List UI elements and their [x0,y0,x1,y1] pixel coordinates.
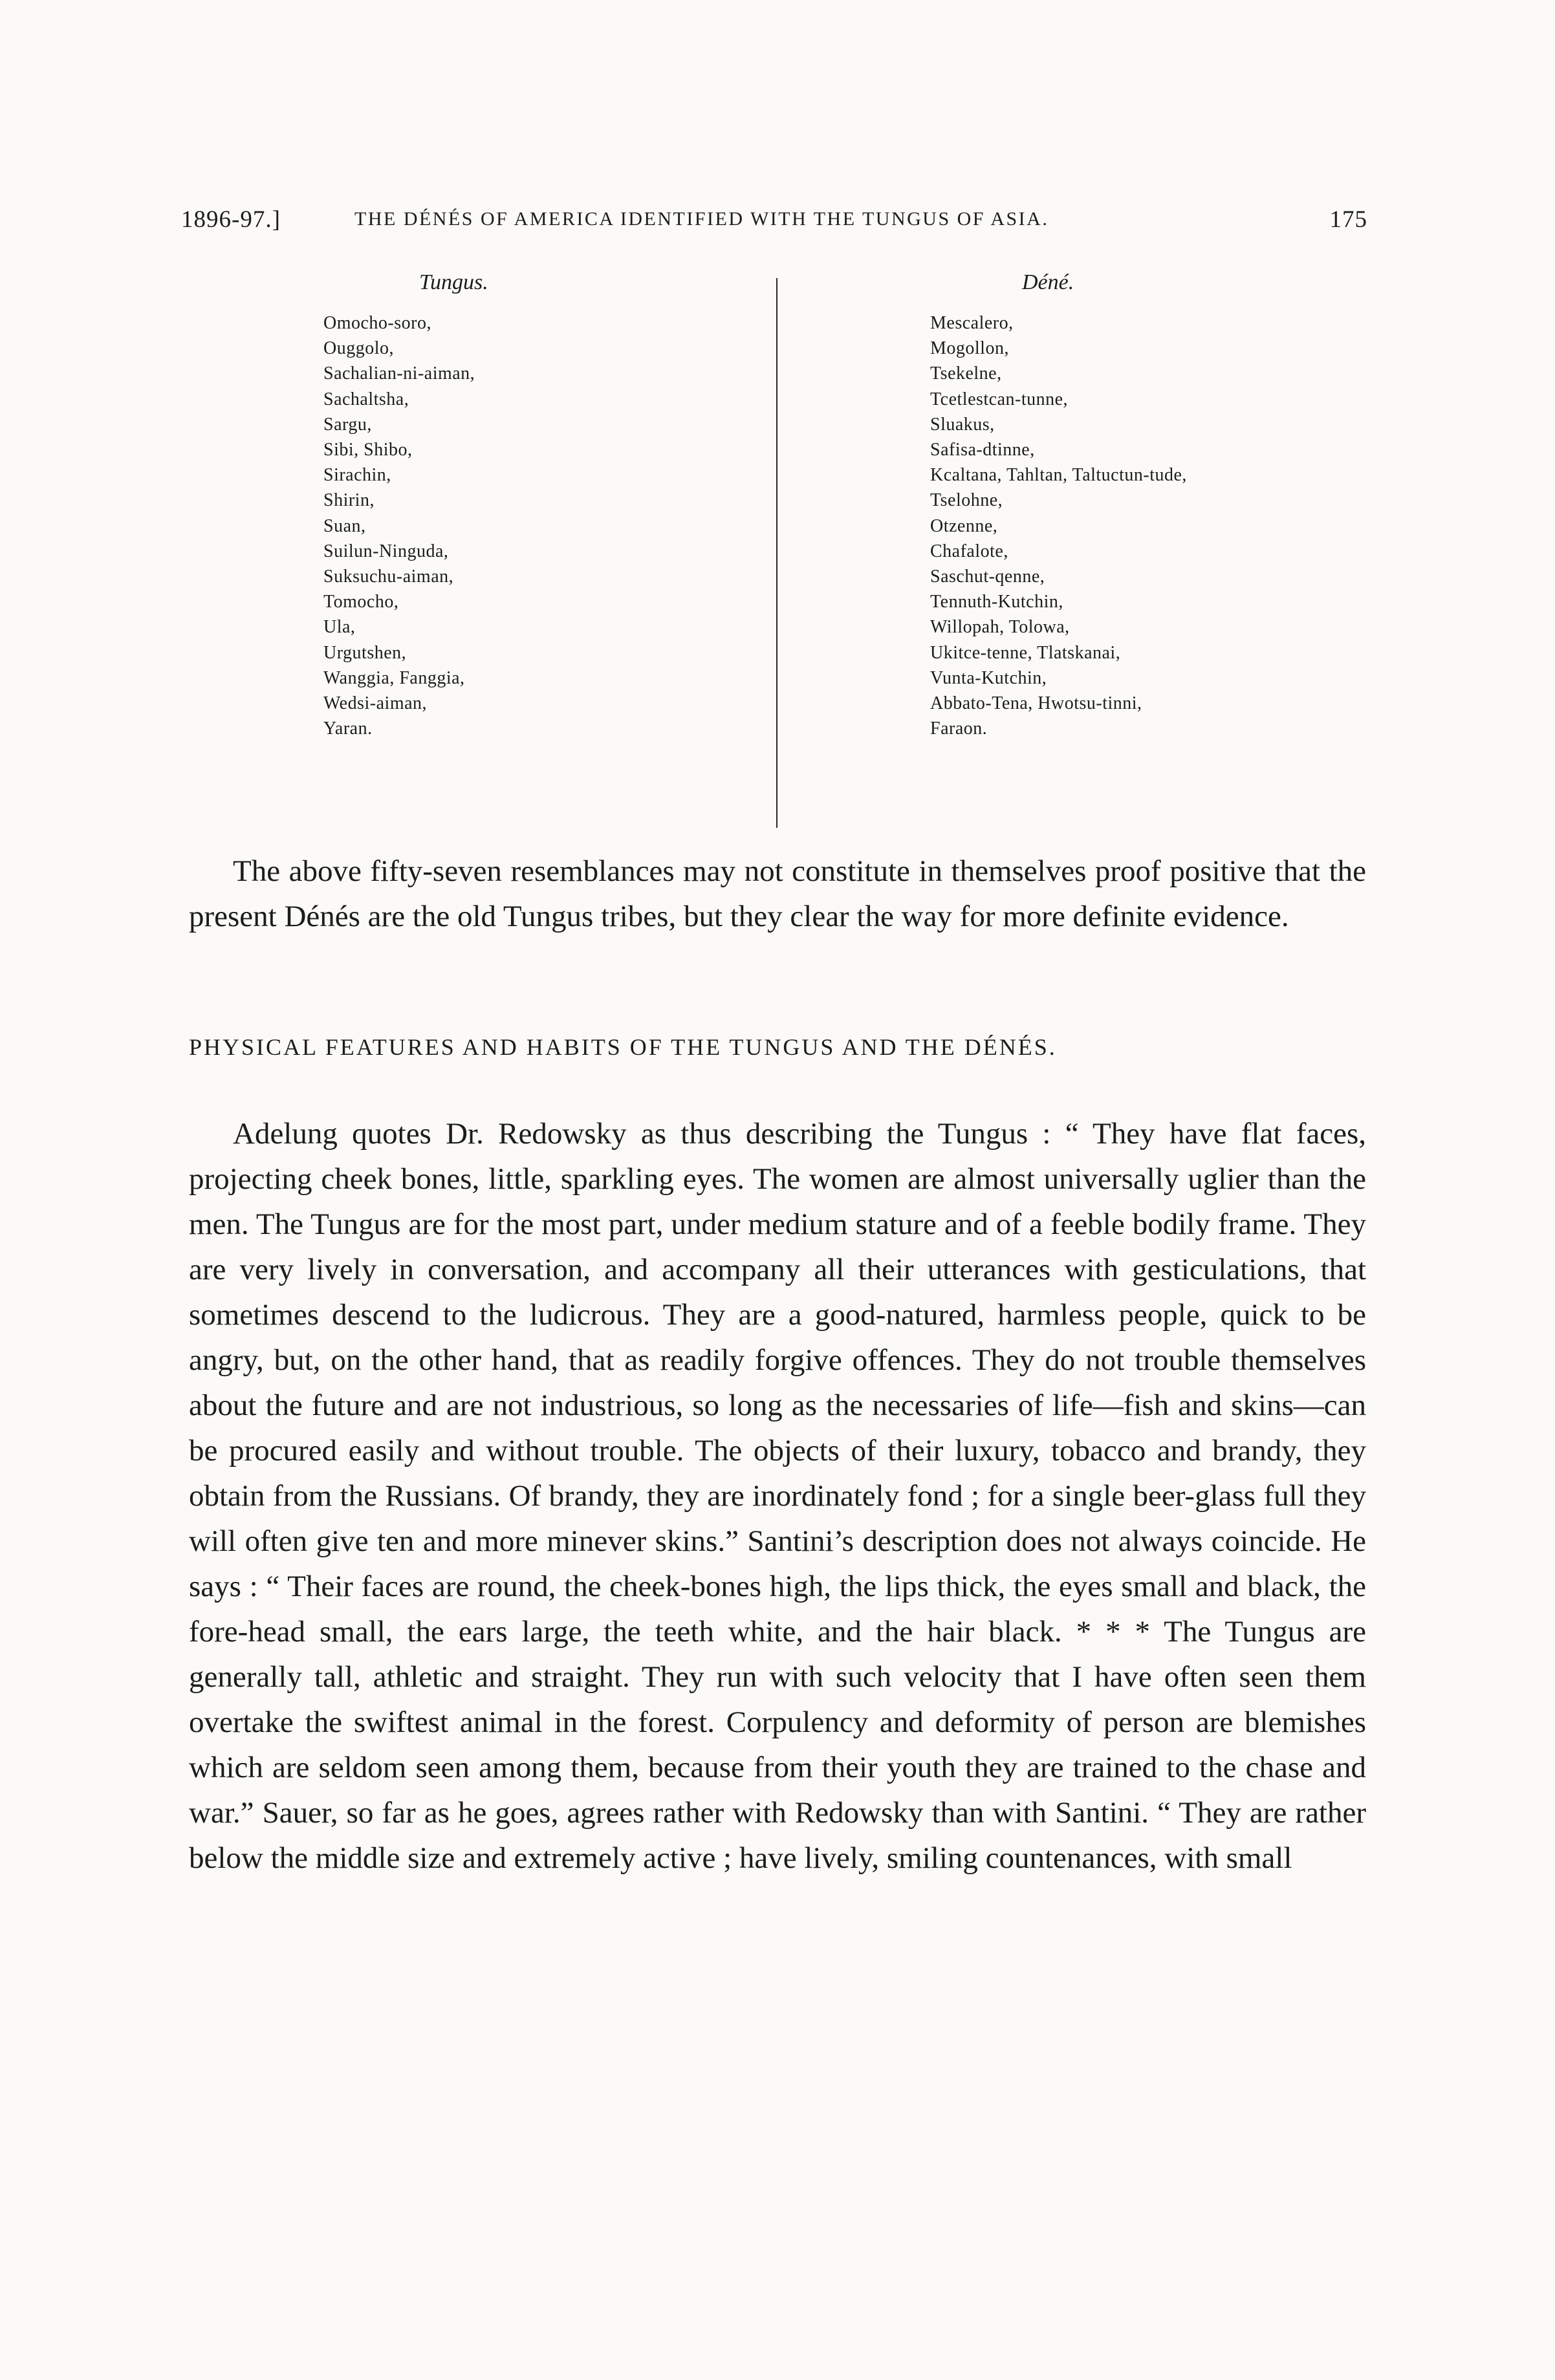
tungus-list-item: Suan, [323,515,366,536]
dene-list-item: Vunta-Kutchin, [930,667,1047,688]
paragraph-text: The above fifty-seven resemblances may not constitute in themselves proof positive that the present Dénés are the old Tungus tribes, but they clear the way for more definite evidence. [189,854,1366,933]
tungus-list-item: Sargu, [323,414,372,435]
dene-list-item: Willopah, Tolowa, [930,617,1070,638]
dene-list-item: Tsekelne, [930,363,1002,384]
tungus-column [323,270,750,741]
tungus-list-item: Ula, [323,617,356,638]
paragraph-conclusion [189,849,1366,939]
tungus-list-item: Wedsi-aiman, [323,693,428,714]
dene-list-item: Safisa-dtinne, [930,440,1035,460]
tungus-list-item: Urgutshen, [323,642,407,663]
column-divider [776,278,778,828]
dene-list-item: Otzenne, [930,515,998,536]
tungus-list-item: Suilun-Ninguda, [323,541,449,561]
tungus-list-item: Sibi, Shibo, [323,440,413,460]
section-heading: PHYSICAL FEATURES AND HABITS OF THE TUNGUS AND THE DÉNÉS. [189,1034,1057,1060]
header-title: THE DÉNÉS OF AMERICA IDENTIFIED WITH THE TUNGUS OF ASIA. [354,208,1049,230]
tungus-list-item: Tomocho, [323,592,399,612]
dene-list-item: Mogollon, [930,338,1009,359]
dene-column [930,270,1331,741]
dene-list [930,310,1331,741]
dene-list-item: Faraon. [930,719,988,739]
tungus-list-item: Omocho-soro, [323,313,431,333]
page-number: 175 [1329,206,1367,233]
dene-list-item: Saschut-qenne, [930,567,1045,587]
tungus-list-item: Sirachin, [323,465,391,486]
header-date: 1896-97.] [181,206,281,233]
tungus-list [323,310,750,741]
tungus-heading: Tungus. [419,270,488,294]
tungus-list-item: Suksuchu-aiman, [323,567,454,587]
tungus-list-item: Sachaltsha, [323,389,409,409]
dene-list-item: Abbato-Tena, Hwotsu-tinni, [930,693,1142,714]
tungus-list-item: Shirin, [323,490,375,511]
dene-list-item: Tselohne, [930,490,1003,511]
running-head [181,206,1367,244]
dene-list-item: Tennuth-Kutchin, [930,592,1063,612]
dene-list-item: Sluakus, [930,414,995,435]
tungus-list-item: Sachalian-ni-aiman, [323,363,475,384]
dene-list-item: Kcaltana, Tahltan, Taltuctun-tude, [930,465,1187,486]
dene-list-item: Ukitce-tenne, Tlatskanai, [930,642,1121,663]
paragraph-text: Adelung quotes Dr. Redowsky as thus describing the Tungus : “ They have flat faces, projecting cheek bones, little, sparkling eyes. The women are almost universally uglier than the men. The Tungus are for the most part, under medium stature and of a feeble bodily frame. They are very lively in conversation, and accompany all their utterances with gesticulations, that sometimes descend to the ludicrous. They are a good-natured, harmless people, quick to be angry, but, on the other hand, that as readily forgive offences. They do not trouble themselves about the future and are not industrious, so long as the necessaries of life—fish and skins—can be procured easily and without trouble. The objects of their luxury, tobacco and brandy, they obtain from the Russians. Of brandy, they are inordinately fond ; for a single beer-glass full they will often give ten and more minever skins.” Santini’s description does not always coincide. He says : “ Their faces are round, the cheek-bones high, the lips thick, the eyes small and black, the fore-head small, the ears large, the teeth white, and the hair black. * * * The Tungus are generally tall, athletic and straight. They run with such velocity that I have often seen them overtake the swiftest animal in the forest. Corpulency and deformity of person are blemishes which are seldom seen among them, because from their youth they are trained to the chase and war.” Sauer, so far as he goes, agrees rather with Redowsky than with Santini. “ They are rather below the middle size and extremely active ; have lively, smiling countenances, with small [189,1117,1366,1875]
tungus-list-item: Yaran. [323,719,373,739]
comparison-table [323,270,1332,827]
tungus-list-item: Ouggolo, [323,338,394,359]
dene-list-item: Tcetlestcan-tunne, [930,389,1069,409]
tungus-list-item: Wanggia, Fanggia, [323,667,465,688]
dene-list-item: Chafalote, [930,541,1008,561]
dene-list-item: Mescalero, [930,313,1014,333]
paragraph-description [189,1111,1366,1881]
dene-heading: Déné. [1022,270,1074,294]
